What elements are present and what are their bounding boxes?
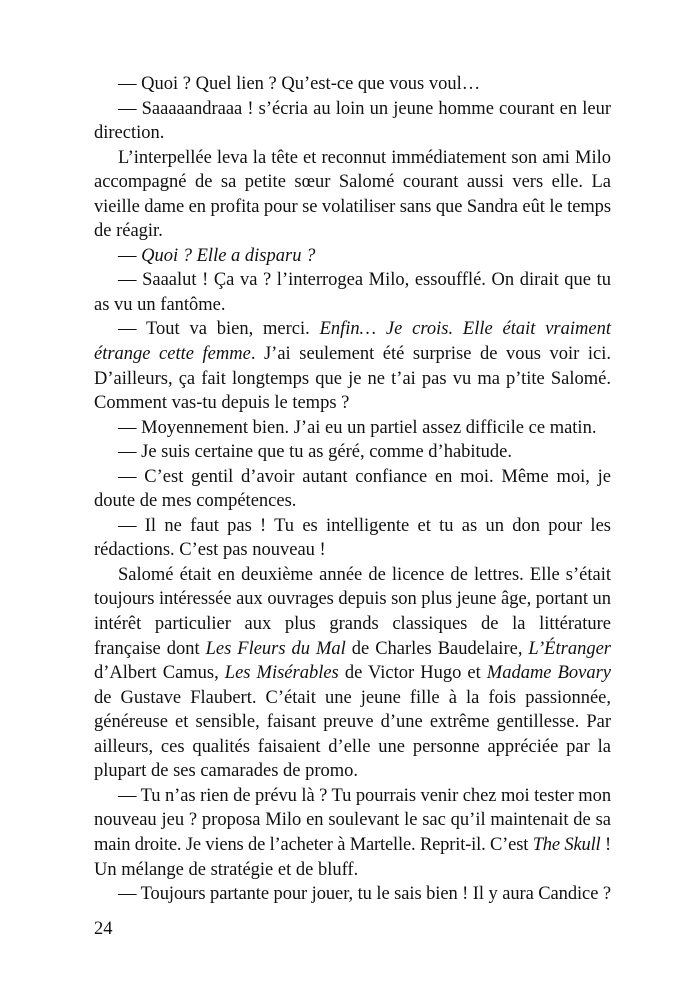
text-run: rédactions. C’est pas nouveau !	[94, 540, 326, 561]
text-line	[94, 514, 612, 539]
text-line	[94, 784, 612, 809]
italic-text: L’Étranger	[528, 638, 611, 659]
paragraph	[94, 514, 612, 563]
text-run: plupart de ses camarades de promo.	[94, 761, 359, 782]
text-run: — C’est gentil d’avoir autant confiance en moi. Même moi, je	[118, 466, 611, 487]
text-line-content	[118, 418, 596, 438]
text-line	[94, 612, 612, 637]
text-run: L’interpellée leva la tête et reconnut immédiatement son ami Milo	[118, 147, 611, 168]
text-line	[94, 465, 612, 490]
text-line-content	[118, 74, 480, 94]
text-run: accompagné de sa petite sœur Salomé courant aussi vers elle. La	[94, 172, 611, 193]
text-line	[94, 244, 612, 269]
text-run: de Victor Hugo et	[338, 663, 487, 684]
italic-text: The Skull	[532, 834, 601, 855]
text-line-content	[94, 344, 611, 364]
text-line-content	[94, 369, 611, 389]
text-line	[94, 440, 612, 465]
text-run: . J’ai seulement été surprise de vous voir ici.	[250, 344, 611, 365]
text-line-content	[94, 393, 349, 413]
text-line	[94, 735, 612, 760]
text-run: — Quoi ? Quel lien ? Qu’est-ce que vous voul…	[118, 74, 481, 94]
italic-text: Quoi ? Elle a disparu ?	[141, 245, 316, 266]
text-run: ailleurs, ces qualités faisaient d’elle une personne appréciée par la	[94, 736, 611, 757]
text-run: toujours intéressée aux ouvrages depuis son plus jeune âge, portant un	[94, 589, 611, 610]
paragraph	[94, 97, 612, 146]
paragraph	[94, 146, 612, 244]
text-line-content	[118, 246, 315, 266]
text-line	[94, 219, 612, 244]
text-line	[94, 72, 612, 97]
text-run: D’ailleurs, ça fait longtemps que je ne t’ai pas vu ma p’tite Salomé.	[94, 368, 612, 389]
text-run: as vu un fantôme.	[94, 294, 226, 315]
text-run: — Il ne faut pas ! Tu es intelligente et tu as un don pour les	[118, 515, 611, 536]
text-line	[94, 391, 612, 416]
text-line	[94, 563, 612, 588]
paragraph	[94, 244, 612, 269]
text-line	[94, 342, 612, 367]
text-line	[94, 268, 612, 293]
text-line	[94, 686, 612, 711]
text-run: doute de mes compétences.	[94, 491, 297, 512]
text-line-content	[118, 565, 611, 585]
paragraph	[94, 416, 612, 441]
text-line	[94, 833, 612, 858]
paragraph	[94, 784, 612, 882]
text-line-content	[94, 491, 296, 511]
paragraph	[94, 882, 612, 907]
text-line-content	[94, 172, 611, 192]
text-run: Comment vas-tu depuis le temps ?	[94, 393, 350, 414]
text-line-content	[94, 589, 611, 609]
text-line-content	[94, 810, 611, 830]
italic-text: Les Misérables	[224, 663, 339, 684]
text-run: — Moyennement bien. J’ai eu un partiel assez difficile ce matin.	[118, 417, 597, 438]
text-run: vieille dame en profita pour se volatiliser sans que Sandra eût le temps	[94, 196, 611, 217]
text-line-content	[94, 614, 611, 634]
text-run: main droite. Je viens de l’acheter à Martelle. Reprit-il. C’est	[94, 834, 533, 855]
text-run: intérêt particulier aux plus grands classiques de la littérature	[94, 614, 611, 635]
text-line	[94, 637, 612, 662]
paragraph	[94, 563, 612, 784]
text-run: française dont	[94, 638, 206, 659]
text-line	[94, 710, 612, 735]
paragraph	[94, 72, 612, 97]
text-line-content	[118, 467, 611, 487]
text-line-content	[118, 319, 611, 339]
text-line	[94, 317, 612, 342]
paragraph	[94, 465, 612, 514]
text-run: !	[600, 834, 611, 855]
text-line	[94, 759, 612, 784]
text-line	[94, 808, 612, 833]
text-line-content	[118, 148, 611, 168]
text-line	[94, 661, 612, 686]
text-line-content	[94, 123, 164, 143]
text-line	[94, 587, 612, 612]
text-run: — Saaalut ! Ça va ? l’interrogea Milo, essoufflé. On dirait que tu	[118, 270, 611, 291]
text-line-content	[118, 99, 611, 119]
text-run: généreuse et sensible, faisant preuve d’une extrême gentillesse. Par	[94, 712, 611, 733]
body-text	[94, 72, 612, 907]
text-line-content	[94, 221, 163, 241]
italic-text: Enfin… Je crois. Elle était vraiment	[319, 319, 611, 340]
text-line-content	[118, 884, 611, 904]
italic-text: étrange cette femme	[94, 344, 251, 365]
text-line	[94, 858, 612, 883]
paragraph	[94, 317, 612, 415]
text-run: Un mélange de stratégie et de bluff.	[94, 859, 359, 880]
text-line-content	[94, 737, 611, 757]
italic-text: Les Fleurs du Mal	[205, 638, 346, 659]
paragraph	[94, 268, 612, 317]
text-line-content	[94, 712, 611, 732]
text-run: d’Albert Camus,	[94, 663, 225, 684]
text-line	[94, 146, 612, 171]
text-run: de réagir.	[94, 221, 163, 242]
text-line-content	[118, 270, 611, 290]
text-run: nouveau jeu ? proposa Milo en soulevant le sac qu’il maintenait de sa	[94, 810, 611, 831]
text-line	[94, 416, 612, 441]
text-run: — Saaaaandraaa ! s’écria au loin un jeune homme courant en leur	[118, 98, 611, 119]
text-line-content	[94, 295, 226, 315]
text-line-content	[94, 761, 358, 781]
italic-text: Madame Bovary	[486, 663, 611, 684]
text-run: —	[118, 245, 142, 266]
text-run: Salomé était en deuxième année de licence de lettres. Elle s’était	[118, 564, 611, 585]
text-run: — Tu n’as rien de prévu là ? Tu pourrais venir chez moi tester mon	[118, 785, 612, 806]
text-line-content	[94, 663, 611, 683]
text-line-content	[118, 516, 611, 536]
text-run: — Tout va bien, merci.	[118, 319, 320, 340]
text-line	[94, 170, 612, 195]
text-run: de Gustave Flaubert. C’était une jeune fille à la fois passionnée,	[94, 687, 611, 708]
text-line-content	[94, 860, 358, 880]
text-line-content	[94, 540, 326, 560]
text-run: de Charles Baudelaire,	[345, 638, 529, 659]
text-line	[94, 121, 612, 146]
text-line-content	[94, 197, 611, 217]
text-line	[94, 489, 612, 514]
text-line	[94, 367, 612, 392]
text-line	[94, 195, 612, 220]
text-line-content	[118, 442, 512, 462]
text-run: — Je suis certaine que tu as géré, comme d’habitude.	[118, 442, 513, 463]
text-line-content	[94, 688, 611, 708]
text-line-content	[94, 639, 611, 659]
text-run: direction.	[94, 123, 165, 144]
page-number: 24	[94, 919, 113, 939]
text-line-content	[118, 786, 611, 806]
text-line-content	[94, 835, 611, 855]
paragraph	[94, 440, 612, 465]
text-line	[94, 293, 612, 318]
text-line	[94, 97, 612, 122]
text-line	[94, 538, 612, 563]
text-run: — Toujours partante pour jouer, tu le sais bien ! Il y aura Candice ?	[118, 884, 611, 905]
text-line	[94, 882, 612, 907]
